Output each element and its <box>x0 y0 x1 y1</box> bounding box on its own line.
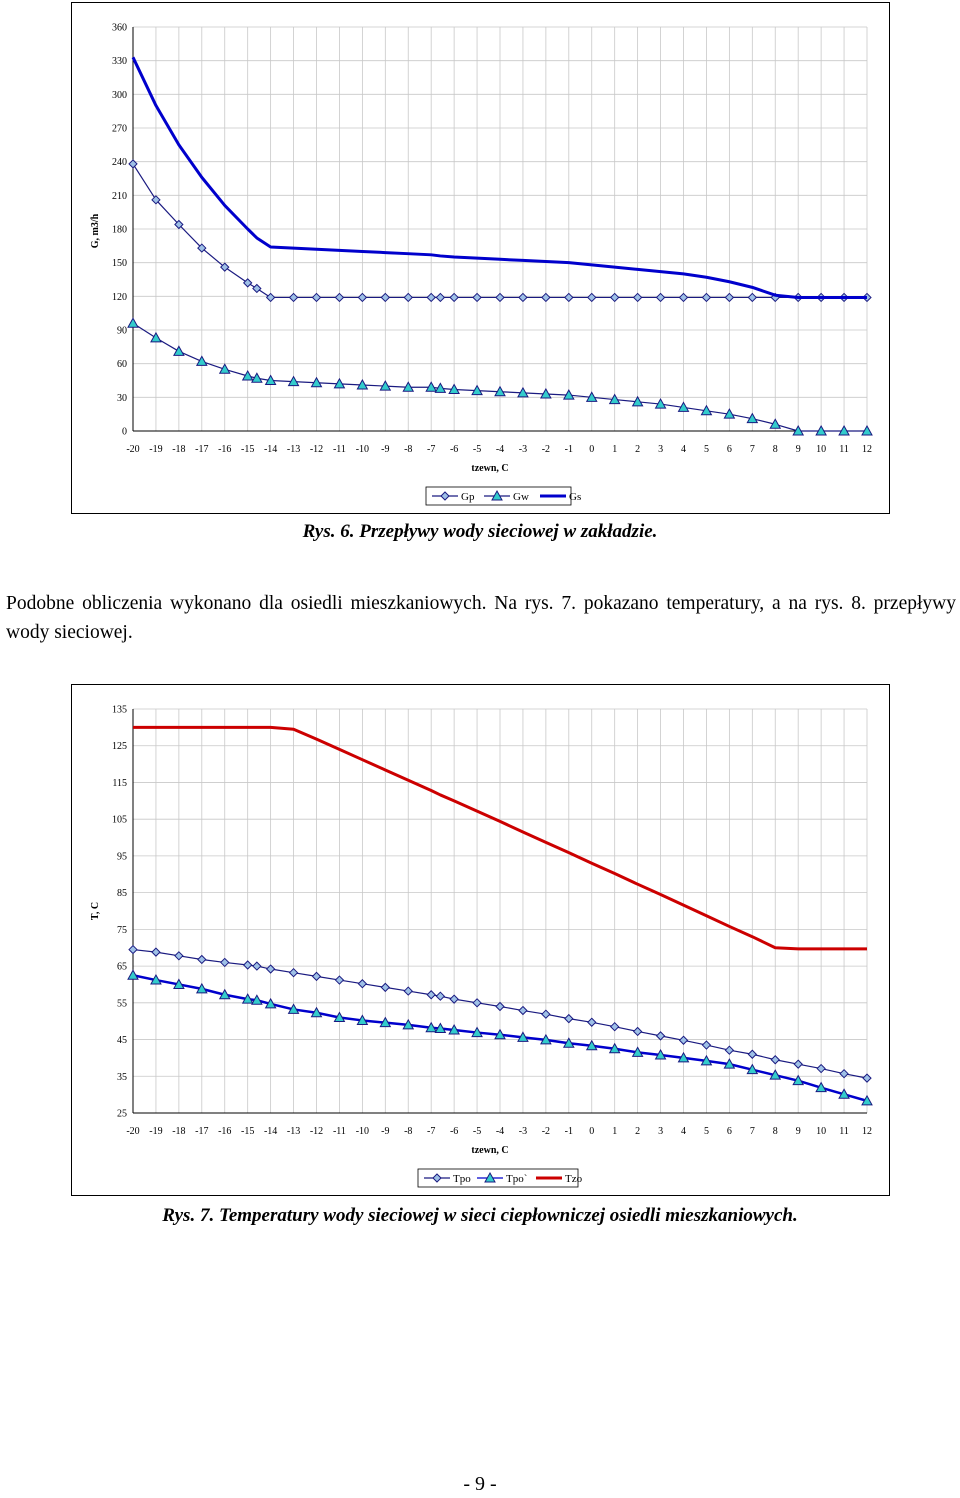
x-tick-label: 11 <box>839 444 849 455</box>
data-point <box>313 293 321 301</box>
data-point <box>427 293 435 301</box>
y-axis-title: G, m3/h <box>90 213 101 249</box>
x-tick-label: -17 <box>195 1126 209 1137</box>
x-tick-label: -5 <box>472 444 482 455</box>
x-tick-label: 10 <box>816 444 827 455</box>
data-point <box>657 293 665 301</box>
y-tick-label: 65 <box>117 961 127 973</box>
x-tick-label: 1 <box>612 1126 618 1137</box>
data-point <box>725 293 733 301</box>
figure-7-caption: Rys. 7. Temperatury wody sieciowej w sieci ciepłowniczej osiedli mieszkaniowych. <box>162 1205 798 1226</box>
data-point <box>358 980 366 988</box>
y-tick-label: 300 <box>112 89 127 101</box>
y-tick-label: 115 <box>112 777 127 789</box>
data-point <box>473 999 481 1007</box>
data-point <box>253 284 261 292</box>
x-tick-label: -10 <box>355 444 370 455</box>
x-tick-label: -8 <box>404 1126 413 1137</box>
y-tick-label: 55 <box>117 998 127 1010</box>
x-axis-title: tzewn, C <box>471 1145 509 1156</box>
x-tick-label: 12 <box>862 1126 872 1137</box>
x-tick-label: -3 <box>518 1126 528 1137</box>
x-tick-label: 8 <box>772 1126 778 1137</box>
x-tick-label: -9 <box>381 1126 390 1137</box>
x-tick-label: 5 <box>703 444 709 455</box>
data-point <box>152 948 160 956</box>
data-point <box>771 1056 779 1064</box>
y-tick-label: 150 <box>112 258 127 270</box>
x-tick-label: 7 <box>749 1126 755 1137</box>
data-point <box>450 293 458 301</box>
x-tick-label: 2 <box>635 1126 641 1137</box>
data-point <box>174 346 184 355</box>
x-tick-label: -11 <box>332 444 346 455</box>
x-tick-label: -4 <box>495 1126 505 1137</box>
data-point <box>748 1050 756 1058</box>
x-tick-label: -4 <box>495 444 505 455</box>
data-point <box>220 364 230 373</box>
x-tick-label: -11 <box>332 1126 346 1137</box>
data-point <box>427 991 435 999</box>
x-tick-label: 6 <box>726 444 732 455</box>
legend-label: Gw <box>513 491 529 503</box>
x-tick-label: -20 <box>126 444 140 455</box>
data-point <box>404 987 412 995</box>
x-tick-label: 7 <box>749 444 755 455</box>
data-point <box>748 293 756 301</box>
data-point <box>611 293 619 301</box>
data-point <box>436 992 444 1000</box>
data-point <box>496 1002 504 1010</box>
x-tick-label: -3 <box>518 444 528 455</box>
chart-flows <box>71 2 890 514</box>
x-tick-label: 11 <box>839 1126 849 1137</box>
data-point <box>450 995 458 1003</box>
data-point <box>197 356 207 365</box>
data-point <box>128 318 138 327</box>
x-tick-label: -12 <box>309 444 324 455</box>
x-tick-label: -19 <box>149 444 163 455</box>
data-point <box>313 972 321 980</box>
y-tick-label: 95 <box>117 851 127 863</box>
data-point <box>817 1065 825 1073</box>
x-tick-label: -5 <box>472 1126 482 1137</box>
data-point <box>702 293 710 301</box>
x-tick-label: -2 <box>541 1126 551 1137</box>
data-point <box>221 958 229 966</box>
data-point <box>244 279 252 287</box>
data-point <box>244 961 252 969</box>
data-point <box>634 1027 642 1035</box>
chart-temperatures-svg <box>72 685 890 1196</box>
data-point <box>151 333 161 342</box>
data-point <box>588 293 596 301</box>
data-point <box>794 1060 802 1068</box>
data-point <box>436 293 444 301</box>
y-axis-title: T, C <box>90 901 101 921</box>
data-point <box>634 293 642 301</box>
y-tick-label: 90 <box>117 325 127 337</box>
x-tick-label: -14 <box>263 444 278 455</box>
data-point <box>657 1032 665 1040</box>
x-tick-label: 3 <box>658 444 664 455</box>
x-tick-label: 0 <box>589 444 595 455</box>
data-point <box>290 293 298 301</box>
data-point <box>611 1023 619 1031</box>
data-point <box>542 1010 550 1018</box>
data-point <box>519 1007 527 1015</box>
data-point <box>129 160 137 168</box>
x-tick-label: 5 <box>703 1126 709 1137</box>
x-tick-label: -16 <box>218 1126 232 1137</box>
data-point <box>680 1036 688 1044</box>
x-tick-label: -13 <box>286 444 301 455</box>
x-tick-label: -19 <box>149 1126 163 1137</box>
x-tick-label: -8 <box>404 444 413 455</box>
x-tick-label: -1 <box>564 1126 573 1137</box>
x-tick-label: 9 <box>795 444 801 455</box>
page-number: - 9 - <box>463 1473 497 1495</box>
y-tick-label: 45 <box>117 1035 127 1047</box>
x-tick-label: 9 <box>795 1126 801 1137</box>
data-point <box>863 1074 871 1082</box>
x-tick-label: -10 <box>355 1126 370 1137</box>
y-tick-label: 330 <box>112 56 127 68</box>
data-point <box>680 293 688 301</box>
data-point <box>290 969 298 977</box>
data-point <box>725 1046 733 1054</box>
data-point <box>381 293 389 301</box>
x-tick-label: -2 <box>541 444 551 455</box>
data-point <box>381 983 389 991</box>
data-point <box>175 952 183 960</box>
x-tick-label: -18 <box>172 1126 186 1137</box>
x-tick-label: -20 <box>126 1126 140 1137</box>
data-point <box>565 1015 573 1023</box>
x-tick-label: 1 <box>612 444 618 455</box>
data-point <box>267 293 275 301</box>
x-tick-label: -7 <box>427 444 436 455</box>
x-tick-label: -6 <box>449 444 459 455</box>
y-tick-label: 180 <box>112 224 127 236</box>
data-point <box>473 293 481 301</box>
x-axis-title: tzewn, C <box>471 463 509 474</box>
x-tick-label: 12 <box>862 444 872 455</box>
x-tick-label: -15 <box>241 444 255 455</box>
data-point <box>129 946 137 954</box>
y-tick-label: 75 <box>117 924 127 936</box>
y-tick-label: 125 <box>112 741 127 753</box>
data-point <box>253 962 261 970</box>
legend-label: Tpo` <box>506 1173 528 1185</box>
y-tick-label: 270 <box>112 123 127 135</box>
chart-temperatures <box>71 684 890 1196</box>
y-tick-label: 25 <box>117 1108 127 1120</box>
x-tick-label: 3 <box>658 1126 664 1137</box>
x-tick-label: -15 <box>241 1126 255 1137</box>
data-point <box>588 1018 596 1026</box>
data-point <box>702 1041 710 1049</box>
x-tick-label: 4 <box>681 444 686 455</box>
data-point <box>335 976 343 984</box>
y-tick-label: 35 <box>117 1071 127 1083</box>
data-point <box>198 955 206 963</box>
x-tick-label: 2 <box>635 444 641 455</box>
x-tick-label: 0 <box>589 1126 595 1137</box>
data-point <box>404 293 412 301</box>
legend-label: Tpo <box>453 1173 471 1185</box>
legend-label: Gp <box>461 491 475 503</box>
y-tick-label: 135 <box>112 704 127 716</box>
y-tick-label: 60 <box>117 359 127 371</box>
data-point <box>358 293 366 301</box>
y-tick-label: 120 <box>112 291 127 303</box>
x-tick-label: -17 <box>195 444 209 455</box>
x-tick-label: -12 <box>309 1126 324 1137</box>
y-tick-label: 85 <box>117 888 127 900</box>
y-tick-label: 0 <box>122 426 127 438</box>
body-paragraph: Podobne obliczenia wykonano dla osiedli mieszkaniowych. Na rys. 7. pokazano temperatury, a na rys. 8. przepływy wody sieciowej. <box>6 593 956 643</box>
y-tick-label: 360 <box>112 22 127 34</box>
x-tick-label: 6 <box>726 1126 732 1137</box>
x-tick-label: -6 <box>449 1126 459 1137</box>
x-tick-label: -14 <box>263 1126 278 1137</box>
x-tick-label: -18 <box>172 444 186 455</box>
x-tick-label: 8 <box>772 444 778 455</box>
chart-flows-svg <box>72 3 890 514</box>
x-tick-label: 4 <box>681 1126 686 1137</box>
y-tick-label: 30 <box>117 392 127 404</box>
data-point <box>496 293 504 301</box>
x-tick-label: -7 <box>427 1126 436 1137</box>
figure-6-caption: Rys. 6. Przepływy wody sieciowej w zakładzie. <box>302 521 658 542</box>
y-tick-label: 240 <box>112 157 127 169</box>
data-point <box>542 293 550 301</box>
x-tick-label: 10 <box>816 1126 827 1137</box>
x-tick-label: -1 <box>564 444 573 455</box>
y-tick-label: 210 <box>112 190 127 202</box>
legend-label: Tzo <box>565 1173 583 1185</box>
x-tick-label: -16 <box>218 444 232 455</box>
data-point <box>335 293 343 301</box>
legend-label: Gs <box>569 491 582 503</box>
x-tick-label: -13 <box>286 1126 301 1137</box>
data-point <box>565 293 573 301</box>
x-tick-label: -9 <box>381 444 390 455</box>
y-tick-label: 105 <box>112 814 127 826</box>
data-point <box>519 293 527 301</box>
